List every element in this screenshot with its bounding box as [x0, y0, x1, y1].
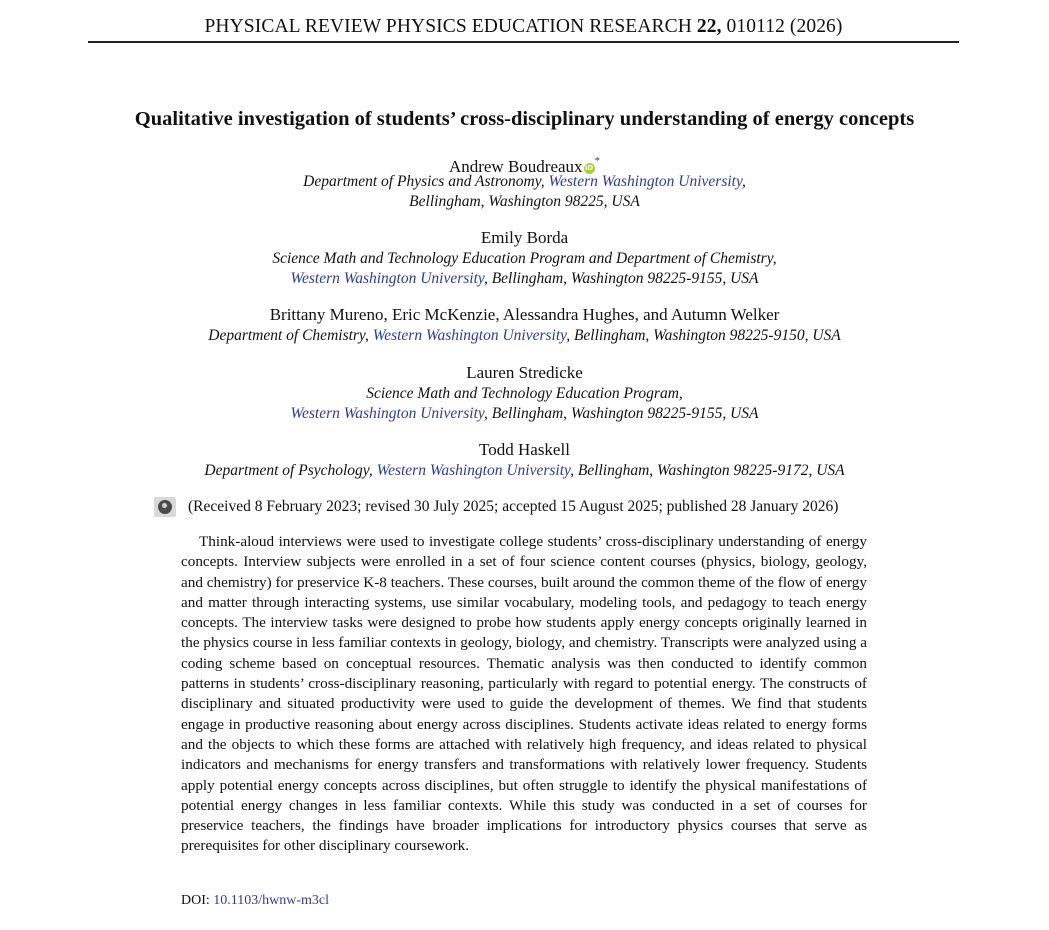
journal-header — [88, 14, 959, 40]
affiliation-text: , Bellingham, Washington 98225-9155, USA — [483, 269, 759, 287]
affiliation — [40, 249, 1009, 288]
affiliation-line — [40, 326, 1009, 346]
affiliation-text: Bellingham, Washington 98225, USA — [409, 192, 640, 210]
author-group — [40, 150, 1009, 211]
affiliation-text: Department of Chemistry, — [208, 327, 373, 344]
abstract: Think-aloud interviews were used to investigate college students’ cross-disciplinary understanding of energy concepts. Interview subjects were enrolled in a set of four science content courses (physics, biology, geology, and chemistry) for preservice K-8 teachers. These courses, built around the common theme of the flow of energy and matter through interacting systems, use similar vocabulary, modeling tools, and pedagogy to teach energy concepts. The interview tasks were designed to probe how students apply energy concepts originally learned in the physics course in less familiar contexts in geology, biology, and chemistry. Transcripts were analyzed using a coding scheme based on conceptual resources. Thematic analysis was then conducted to identify common patterns in students’ cross-disciplinary reasoning, particularly with regard to potential energy. The constructs of disciplinary and situated productivity were used to guide the development of themes. We find that students engage in productive reasoning about energy across disciplines. Students activate ideas related to energy forms and the objects to which these forms are attached with relatively high frequency, and ideas related to physical indicators and mechanisms for energy transfers and transformations with relatively lower frequency. Students apply potential energy concepts across disciplines, but often struggle to identify the physical manifestations of potential energy changes in less familiar contexts. While this study was conducted in a set of courses for preservice teachers, the findings have broader implications for introductory physics courses that serve as prerequisites for other disciplinary coursework. — [181, 533, 867, 855]
journal-name: PHYSICAL REVIEW PHYSICS EDUCATION RESEARCH — [204, 16, 692, 37]
university-link[interactable]: Western Washington University — [376, 462, 571, 479]
affiliation-text: , Bellingham, Washington 98225-9172, USA — [570, 462, 845, 479]
publication-history-text: (Received 8 February 2023; revised 30 July 2025; accepted 15 August 2025; published 28 January 2026) — [188, 498, 839, 515]
corresponding-author-mark[interactable]: * — [594, 155, 601, 167]
affiliation-line — [40, 192, 1009, 212]
affiliation-line — [40, 384, 1009, 404]
affiliation-text: Department of Physics and Astronomy, — [303, 173, 549, 190]
author-group — [40, 304, 1009, 346]
author-group — [40, 439, 1009, 481]
affiliation-text: Department of Psychology, — [204, 462, 377, 479]
author-names: Todd Haskell — [479, 440, 570, 459]
author-names: Emily Borda — [480, 228, 569, 247]
header-rule — [88, 41, 959, 43]
doi — [181, 892, 329, 910]
affiliation-text: , — [742, 173, 746, 190]
affiliation-text: Science Math and Technology Education Program and Department of Chemistry, — [272, 250, 777, 267]
author-names: Brittany Mureno, Eric McKenzie, Alessandra Hughes, and Autumn Welker — [269, 305, 780, 324]
university-link[interactable]: Western Washington University — [290, 404, 484, 422]
author-names — [40, 150, 1009, 176]
affiliation-line — [40, 461, 1009, 481]
doi-label: DOI: — [181, 893, 210, 908]
publication-history — [154, 496, 914, 520]
affiliation — [40, 172, 1009, 211]
journal-volume: 22, — [696, 16, 722, 37]
university-link[interactable]: Western Washington University — [372, 327, 567, 344]
affiliation-text: , Bellingham, Washington 98225-9155, USA — [483, 404, 759, 422]
author-group — [40, 362, 1009, 423]
affiliation — [40, 461, 1009, 481]
affiliation — [40, 326, 1009, 346]
orcid-icon[interactable]: iD — [584, 164, 594, 172]
affiliation-text: , Bellingham, Washington 98225-9150, USA — [566, 327, 841, 344]
paper-title: Qualitative investigation of students’ cross-disciplinary understanding of energy concepts — [134, 108, 915, 130]
doi-link[interactable]: 10.1103/hwnw-m3cl — [213, 893, 330, 908]
affiliation — [40, 384, 1009, 423]
journal-article-number: 010112 (2026) — [726, 16, 843, 37]
affiliation-line — [40, 249, 1009, 269]
author-name: Andrew Boudreaux — [448, 157, 583, 176]
affiliation-text: Science Math and Technology Education Program, — [366, 385, 683, 402]
author-group — [40, 227, 1009, 288]
history-disc-icon[interactable] — [154, 497, 176, 517]
university-link[interactable]: Western Washington University — [548, 173, 742, 190]
university-link[interactable]: Western Washington University — [290, 269, 484, 287]
affiliation-line — [40, 404, 1009, 424]
affiliation-line — [40, 269, 1009, 289]
affiliation-line — [40, 172, 1009, 192]
author-names: Lauren Stredicke — [466, 363, 583, 382]
